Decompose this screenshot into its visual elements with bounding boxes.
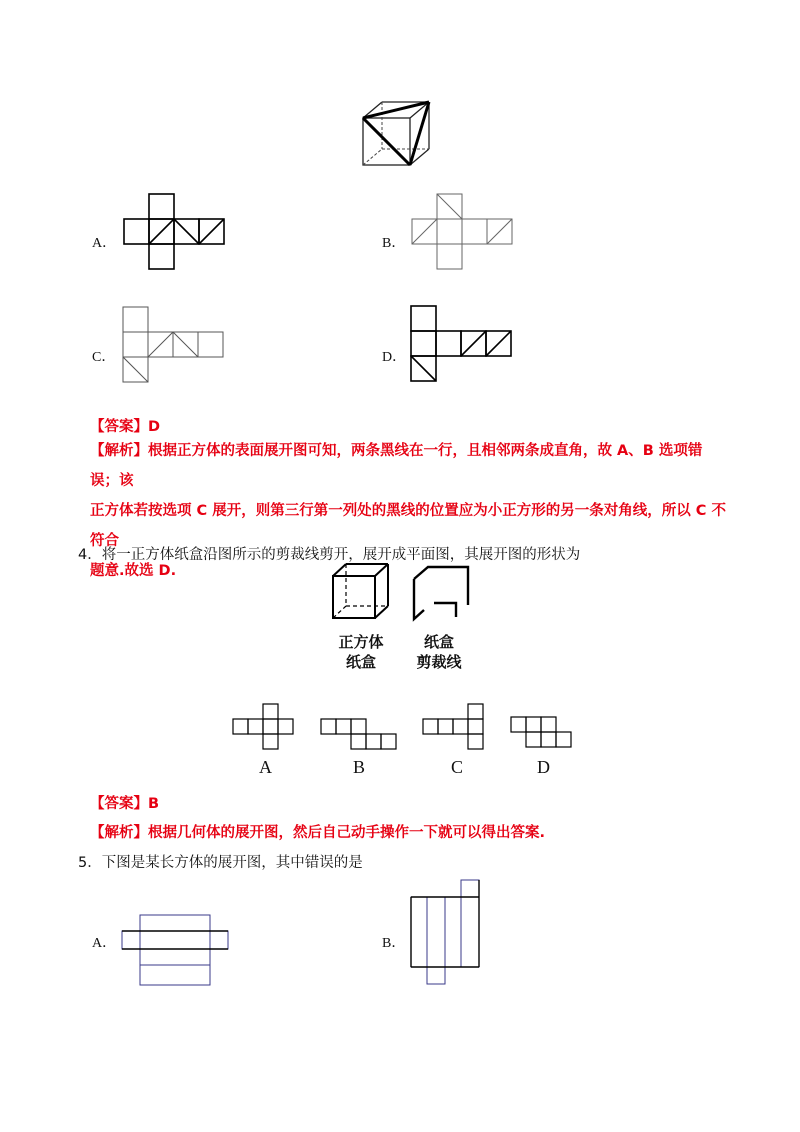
q4-stem: 4．将一正方体纸盒沿图所示的剪裁线剪开，展开成平面图，其展开图的形状为 <box>78 547 581 563</box>
option-b-net <box>412 193 514 271</box>
option-a-label: A． <box>92 236 117 251</box>
q3-analysis-line: 正方体若按选项 C 展开，则第三行第一列处的黑线的位置应为小正方形的另一条对角线，所以 C 不符合 <box>90 503 726 549</box>
cube-box-caption <box>328 632 394 672</box>
q3-analysis-line: 题意.故选 D. <box>90 563 177 579</box>
q5-option-b-net <box>410 879 484 987</box>
q5-option-b-label: B． <box>382 936 406 951</box>
q5-option-a-net <box>121 913 231 987</box>
cut-line-caption <box>406 632 472 672</box>
q3-answer: 【答案】D <box>90 419 161 435</box>
choice-d-label: D <box>537 757 550 777</box>
choice-c-label: C <box>451 757 464 777</box>
cube-box-figure <box>332 563 390 621</box>
caption-line: 正方体 <box>338 633 384 651</box>
q5-stem: 5．下图是某长方体的展开图，其中错误的是 <box>78 855 363 871</box>
caption-line: 纸盒 <box>345 653 376 671</box>
q4-analysis: 【解析】根据几何体的展开图，然后自己动手操作一下就可以得出答案. <box>90 825 546 841</box>
caption-line: 剪裁线 <box>416 653 462 671</box>
choice-d-net <box>510 716 576 750</box>
option-d-net <box>410 305 514 383</box>
cube-with-diagonals-figure <box>362 100 432 166</box>
option-b-label: B． <box>382 236 406 251</box>
choice-a-net <box>232 703 298 751</box>
q4-answer: 【答案】B <box>90 796 160 812</box>
option-a-net <box>124 193 226 271</box>
cut-line-figure <box>410 563 468 621</box>
choice-b-net <box>320 718 400 752</box>
option-c-net <box>122 306 226 384</box>
q5-option-a-label: A． <box>92 936 117 951</box>
q3-analysis-line: 【解析】根据正方体的表面展开图可知，两条黑线在一行，且相邻两条成直角，故 A、B 选项错误；该 <box>90 443 703 489</box>
option-d-label: D． <box>382 350 407 365</box>
option-c-label: C． <box>92 350 116 365</box>
choice-a-label: A <box>259 757 272 777</box>
choice-b-label: B <box>353 757 366 777</box>
caption-line: 纸盒 <box>423 633 454 651</box>
choice-c-net <box>422 703 486 751</box>
